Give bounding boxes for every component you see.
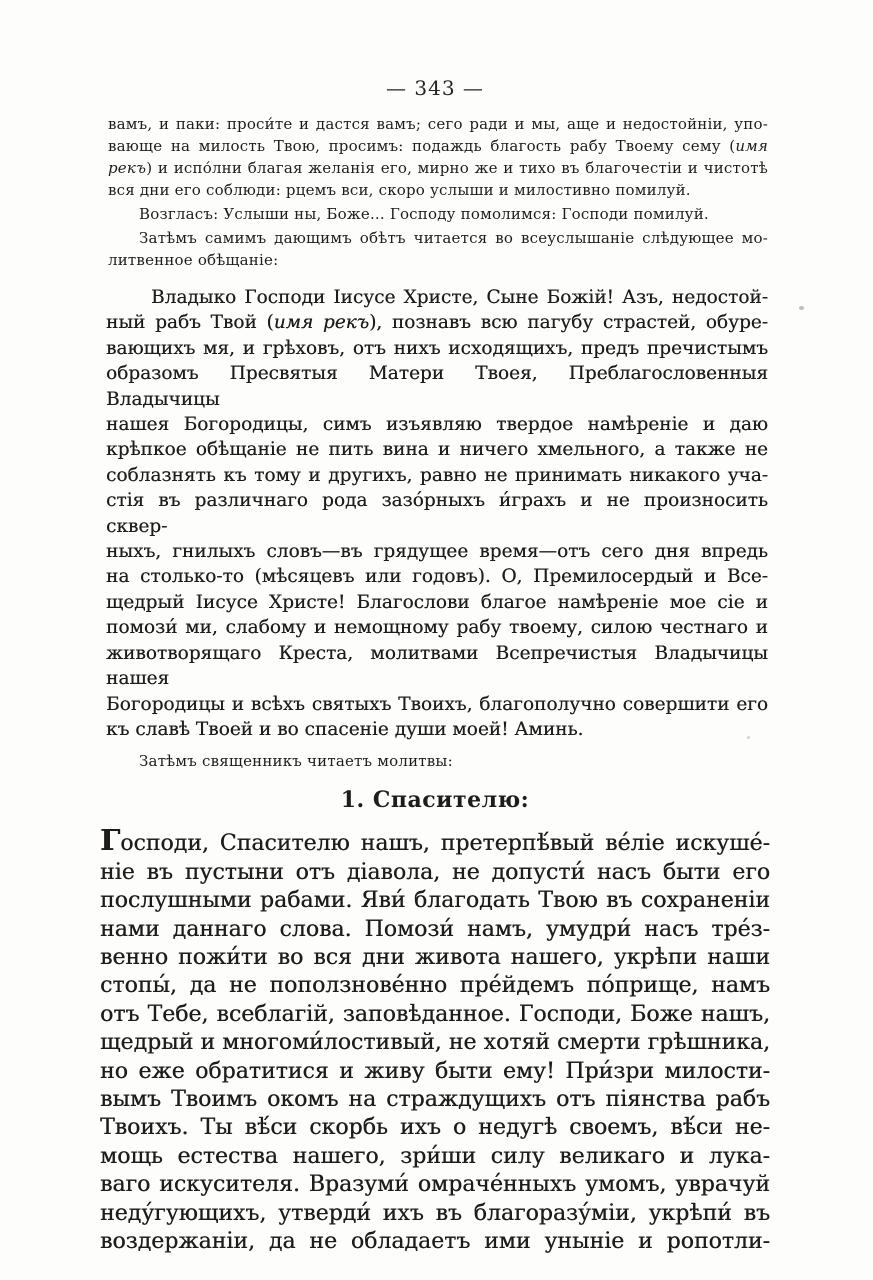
- vow-rubric: [108, 227, 768, 271]
- text-line: Затѣмъ священникъ читаетъ молитвы:: [139, 752, 453, 771]
- text-line: Твоихъ. Ты вѣ́си скорбь ихъ о недугѣ своемъ, вѣ́си не-: [100, 1115, 770, 1141]
- text-column: [100, 0, 770, 1256]
- page-number: — 343 —: [386, 76, 484, 100]
- text-line: рекъ) и испо́лни благая желанія его, мирно же и тихо въ благочестіи и чистотѣ: [108, 159, 768, 177]
- text-line: щедрый Іисусе Христе! Благослови благое намѣреніе мое сіе и: [106, 591, 768, 613]
- text-line: вся дни его соблюди: рцемъ вси, скоро услыши и милостивно помилуй.: [108, 181, 691, 199]
- prayer-text: [100, 823, 770, 1256]
- text-line: образомъ Пресвятыя Матери Твоея, Преблагословенныя Владычицы: [106, 363, 768, 410]
- text-line: Господи, Спасителю нашъ, претерпѣ́вый ве́ліе искуше́-: [100, 823, 770, 858]
- text-line: къ славѣ Твоей и во спасеніе души моей! Аминь.: [106, 718, 584, 740]
- priest-rubric: [108, 750, 768, 772]
- text-line: ніе въ пустыни отъ діавола, не допусти́ насъ быти его: [100, 859, 770, 885]
- text-line: Богородицы и всѣхъ святыхъ Твоихъ, благополучно совершити его: [106, 693, 768, 715]
- text-line: Возгласъ: Услыши ны, Боже... Господу помолимся: Господи помилуй.: [139, 205, 709, 223]
- text-line: мощь естества нашего, зри́ши силу великаго и лука-: [100, 1143, 770, 1169]
- text-line: крѣпкое обѣщаніе не пить вина и ничего хмельного, а также не: [106, 439, 768, 461]
- text-line: вымъ Твоимъ окомъ на страждущихъ отъ піянства рабъ: [100, 1086, 770, 1112]
- text-line: отъ Тебе, всеблагій, заповѣданное. Господи, Боже нашъ,: [100, 1001, 770, 1027]
- text-line: литвенное обѣщаніе:: [108, 251, 279, 269]
- paragraph-continuation: [108, 113, 768, 201]
- text-line: животворящаго Креста, молитвами Всепречистыя Владычицы нашея: [106, 642, 768, 690]
- text-line: ваго искусителя. Вразуми́ омраче́нныхъ умомъ, уврачуй: [100, 1172, 770, 1198]
- text-line: нашея Богородицы, симъ изъявляю твердое намѣреніе и даю: [106, 414, 768, 436]
- text-line: вающихъ мя, и грѣховъ, отъ нихъ исходящихъ, предъ пречистымъ: [106, 337, 768, 359]
- section-heading: 1. Спасителю:: [340, 787, 530, 814]
- scan-artifact: [747, 736, 750, 739]
- text-line: стія въ различнаго рода зазо́рныхъ и́грахъ и не произносить сквер-: [106, 490, 768, 537]
- scan-artifact: [799, 306, 804, 310]
- text-line: Владыко Господи Іисусе Христе, Сыне Божій! Азъ, недостой-: [151, 287, 768, 308]
- text-line: нами даннаго слова. Помози́ намъ, умудри́ насъ тре́з-: [100, 916, 770, 942]
- text-line: послушными рабами. Яви́ благодать Твою въ сохраненіи: [100, 888, 770, 914]
- vow-text: [106, 285, 768, 742]
- text-line: неду́гующихъ, утверди́ ихъ въ благоразу́міи, укрѣпи́ въ: [100, 1200, 770, 1226]
- text-line: стопы́, да не поползнове́нно пре́йдемъ по́прище, намъ: [100, 973, 770, 999]
- text-line: но еже обратитися и живу быти ему! При́зри милости-: [100, 1058, 770, 1084]
- vozglas-line: [108, 203, 768, 225]
- text-line: на столько-то (мѣсяцевъ или годовъ). О, Премилосердый и Все-: [106, 566, 768, 588]
- text-line: ныхъ, гнилыхъ словъ—въ грядущее время—отъ сего дня впредь: [106, 541, 768, 563]
- text-line: помози́ ми, слабому и немощному рабу твоему, силою честнаго и: [106, 617, 768, 639]
- text-line: вающе на милость Твою, просимъ: подаждь благость рабу Твоему сему (имя: [108, 137, 768, 155]
- text-line: ный рабъ Твой (имя рекъ), познавъ всю пагубу страстей, обуре-: [106, 312, 768, 334]
- text-line: Затѣмъ самимъ дающимъ обѣтъ читается во всеуслышаніе слѣдующее мо-: [139, 229, 768, 247]
- text-line: щедрый и многоми́лостивый, не хотяй смерти грѣшника,: [100, 1030, 770, 1056]
- text-line: венно пожи́ти во вся дни живота нашего, укрѣпи наши: [100, 944, 770, 970]
- text-line: соблазнять къ тому и другихъ, равно не принимать никакого уча-: [106, 464, 768, 486]
- text-line: воздержаніи, да не обладаетъ ими уныніе и ропотли-: [100, 1229, 770, 1254]
- text-line: вамъ, и паки: проси́те и дастся вамъ; сего ради и мы, аще и недостойніи, упо-: [108, 115, 768, 133]
